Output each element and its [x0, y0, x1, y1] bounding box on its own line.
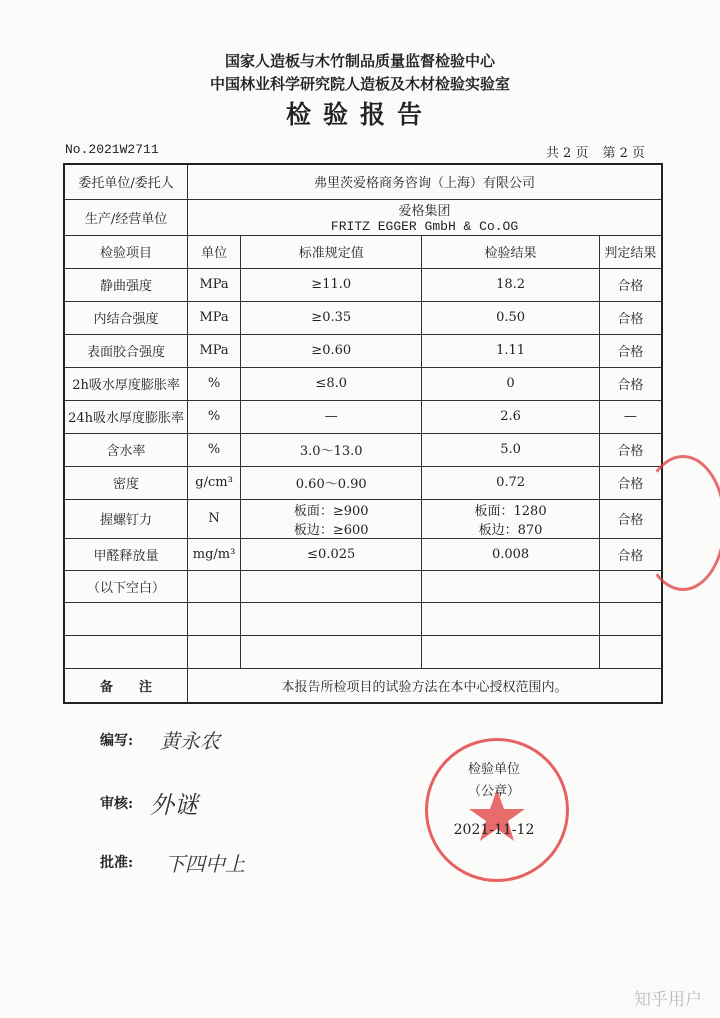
verdict: 合格 [599, 334, 662, 367]
col-unit: 单位 [188, 235, 241, 268]
table-row [64, 268, 662, 301]
item: 握螺钉力 [64, 499, 188, 538]
result-face: 板面：1280 [474, 503, 547, 519]
verdict: 合格 [599, 433, 662, 466]
item: 内结合强度 [64, 301, 188, 334]
seal-unit: 检验单位 [467, 762, 520, 777]
col-item: 检验项目 [64, 235, 188, 268]
unit: % [188, 433, 241, 466]
result: 5.0 [422, 433, 599, 466]
result: 0 [422, 367, 599, 400]
unit: mg/m³ [188, 538, 241, 570]
verdict: 合格 [599, 301, 662, 334]
table-row [64, 466, 662, 499]
remarks-value: 本报告所检项目的试验方法在本中心授权范围内。 [188, 668, 662, 703]
remarks-row [64, 668, 662, 703]
table-row [64, 400, 662, 433]
item: 表面胶合强度 [64, 334, 188, 367]
col-standard: 标准规定值 [241, 235, 422, 268]
reviewer-signature: 外谜 [150, 791, 198, 819]
result: 0.50 [422, 301, 599, 334]
producer-label: 生产/经营单位 [64, 199, 188, 235]
standard [241, 499, 422, 538]
standard-edge: 板边：≥600 [293, 522, 369, 538]
client-label: 委托单位/委托人 [64, 164, 188, 199]
blank-row [64, 570, 662, 602]
verdict: 合格 [599, 466, 662, 499]
header-row [64, 235, 662, 268]
standard: 0.60～0.90 [241, 466, 422, 499]
reviewer-label: 审核: [100, 796, 134, 812]
standard: ≥11.0 [241, 268, 422, 301]
table-row [64, 499, 662, 538]
item: 静曲强度 [64, 268, 188, 301]
result: 0.72 [422, 466, 599, 499]
col-result: 检验结果 [422, 235, 599, 268]
producer-value [188, 199, 662, 235]
verdict: 合格 [599, 367, 662, 400]
standard: 3.0～13.0 [241, 433, 422, 466]
approver-signature: 下四中上 [165, 852, 245, 876]
producer-cn: 爱格集团 [398, 204, 451, 219]
result [422, 499, 599, 538]
results-table [63, 163, 663, 704]
table-row [64, 367, 662, 400]
standard: ≤8.0 [241, 367, 422, 400]
report-number: No.2021W2711 [65, 142, 159, 157]
standard: ≥0.35 [241, 301, 422, 334]
table-row [64, 301, 662, 334]
verdict: 合格 [599, 538, 662, 570]
org-name-1: 国家人造板与木竹制品质量监督检验中心 [224, 52, 495, 70]
col-verdict: 判定结果 [599, 235, 662, 268]
table-row [64, 538, 662, 570]
standard: — [241, 400, 422, 433]
empty-row [64, 635, 662, 668]
unit: % [188, 400, 241, 433]
unit: g/cm³ [188, 466, 241, 499]
blank-note: （以下空白） [64, 570, 188, 602]
table-row [64, 334, 662, 367]
standard-face: 板面：≥900 [293, 503, 369, 519]
unit: % [188, 367, 241, 400]
editor-label: 编写: [100, 733, 134, 749]
item: 甲醛释放量 [64, 538, 188, 570]
verdict: 合格 [599, 499, 662, 538]
total-pages: 共 2 页 [545, 146, 589, 161]
remarks-label: 备 注 [64, 668, 188, 703]
verdict: 合格 [599, 268, 662, 301]
standard: ≤0.025 [241, 538, 422, 570]
item: 2h吸水厚度膨胀率 [64, 367, 188, 400]
page-info [532, 142, 645, 161]
result: 0.008 [422, 538, 599, 570]
client-row [64, 164, 662, 199]
client-value: 弗里茨爱格商务咨询（上海）有限公司 [188, 164, 662, 199]
item: 24h吸水厚度膨胀率 [64, 400, 188, 433]
result: 2.6 [422, 400, 599, 433]
verdict: — [599, 400, 662, 433]
standard: ≥0.60 [241, 334, 422, 367]
result-edge: 板边：870 [478, 522, 543, 538]
editor-signature: 黄永农 [160, 729, 220, 753]
report-title: 检验报告 [285, 100, 434, 129]
unit: MPa [188, 268, 241, 301]
partial-seal [640, 455, 720, 591]
unit: N [188, 499, 241, 538]
org-name-2: 中国林业科学研究院人造板及木材检验实验室 [209, 75, 510, 93]
empty-row [64, 602, 662, 635]
producer-row [64, 199, 662, 235]
unit: MPa [188, 301, 241, 334]
unit: MPa [188, 334, 241, 367]
producer-en: FRITZ EGGER GmbH & Co.OG [330, 219, 519, 234]
seal-date: 2021-11-12 [453, 822, 535, 838]
result: 1.11 [422, 334, 599, 367]
seal-stamp-label: （公章） [467, 784, 520, 799]
result: 18.2 [422, 268, 599, 301]
item: 含水率 [64, 433, 188, 466]
item: 密度 [64, 466, 188, 499]
watermark: 知乎用户 [634, 990, 702, 1010]
page-number: 第 2 页 [602, 146, 645, 161]
approver-label: 批准: [100, 855, 134, 871]
table-row [64, 433, 662, 466]
